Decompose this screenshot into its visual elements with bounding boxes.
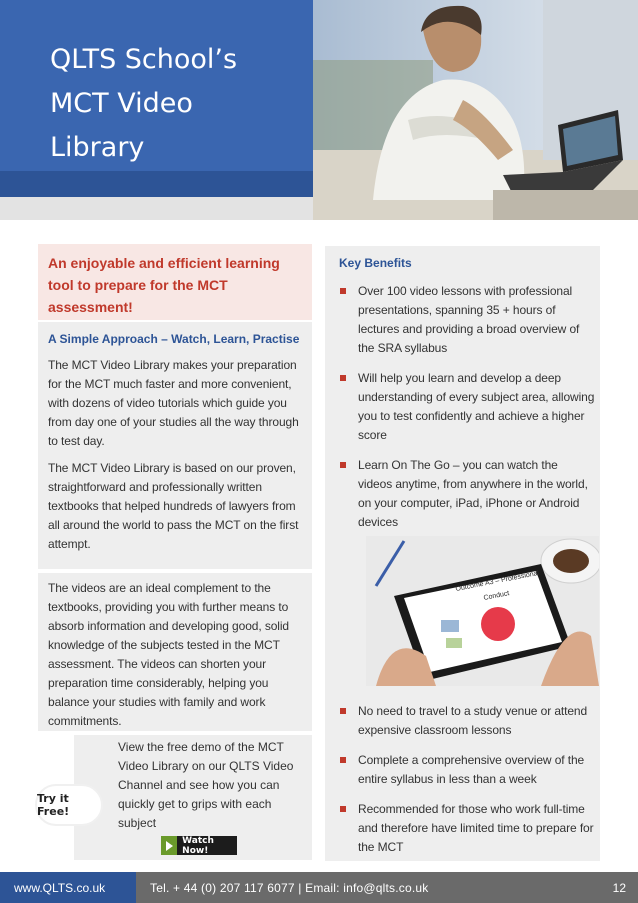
page-header — [0, 0, 638, 220]
square-bullet-icon — [340, 757, 346, 763]
approach-paragraph-1: The MCT Video Library makes your preparation for the MCT much faster and more convenient, with dozens of video tutorials which guide you from day one of your studies all the way through to test day. — [48, 358, 299, 448]
title-line-3: Library — [50, 132, 145, 163]
footer-contact: Tel. + 44 (0) 207 117 6077 | Email: info@qlts.co.uk — [150, 880, 429, 895]
benefits-heading: Key Benefits — [339, 256, 412, 270]
approach-heading: A Simple Approach – Watch, Learn, Practise — [48, 332, 300, 346]
square-bullet-icon — [340, 806, 346, 812]
square-bullet-icon — [340, 375, 346, 381]
tablet-screen-title-2: Conduct — [483, 590, 510, 602]
list-item: Recommended for those who work full-time and therefore have limited time to prepare for the MCT — [339, 800, 595, 857]
benefits-list-bottom — [339, 702, 595, 868]
footer-website-link[interactable]: www.QLTS.co.uk — [0, 872, 136, 903]
approach-paragraph-2: The MCT Video Library is based on our proven, straightforward and professionally written textbooks that helped hundreds of lawyers from all around the world to pass the MCT on the first attempt. — [48, 461, 299, 551]
watch-now-label: Watch Now! — [182, 835, 214, 856]
list-item: No need to travel to a study venue or attend expensive classroom lessons — [339, 702, 595, 740]
list-item: Complete a comprehensive overview of the entire syllabus in less than a week — [339, 751, 595, 789]
list-item: Over 100 video lessons with professional presentations, spanning 35 + hours of lectures and providing a broad overview of the SRA syllabus — [339, 282, 595, 358]
watch-now-button[interactable] — [161, 836, 237, 855]
benefits-list-top — [339, 282, 595, 543]
list-item: Will help you learn and develop a deep understanding of every subject area, allowing you to test confidently and achieve a higher score — [339, 369, 595, 445]
try-it-free-badge[interactable]: Try it Free! — [35, 784, 103, 826]
key-benefits-panel — [325, 246, 600, 861]
demo-text: View the free demo of the MCT Video Library on our QLTS Video Channel and see how you can quickly get to grips with each subject — [118, 740, 294, 830]
square-bullet-icon — [340, 288, 346, 294]
play-icon — [161, 836, 177, 855]
approach-section — [38, 322, 312, 569]
square-bullet-icon — [340, 708, 346, 714]
title-line-1: QLTS School’s — [50, 44, 238, 75]
intro-text: An enjoyable and efficient learning tool to prepare for the MCT assessment! — [48, 255, 280, 315]
title-underbar — [0, 197, 313, 220]
page-footer — [0, 872, 638, 903]
page-number: 12 — [612, 880, 626, 895]
intro-callout — [38, 244, 312, 320]
page-title — [50, 38, 300, 170]
title-stripe — [0, 171, 313, 197]
square-bullet-icon — [340, 462, 346, 468]
header-photo — [313, 0, 638, 220]
complement-text: The videos are an ideal complement to the textbooks, providing you with further means to absorb information and developing good, solid knowledge of the subjects tested in the MCT assessment. The videos can shorten your preparation time considerably, helping you balance your studies with family and work commitments. — [48, 581, 290, 728]
list-item: Learn On The Go – you can watch the videos anytime, from anywhere in the world, on your computer, iPad, iPhone or Android devices — [339, 456, 595, 532]
man-on-train-illustration — [313, 0, 638, 220]
title-panel — [0, 0, 313, 197]
tablet-photo — [366, 536, 599, 686]
title-line-2: MCT Video — [50, 88, 193, 119]
tablet-screen-title-1: Outcome A3 – Professional — [455, 569, 540, 593]
complement-section — [38, 573, 312, 731]
